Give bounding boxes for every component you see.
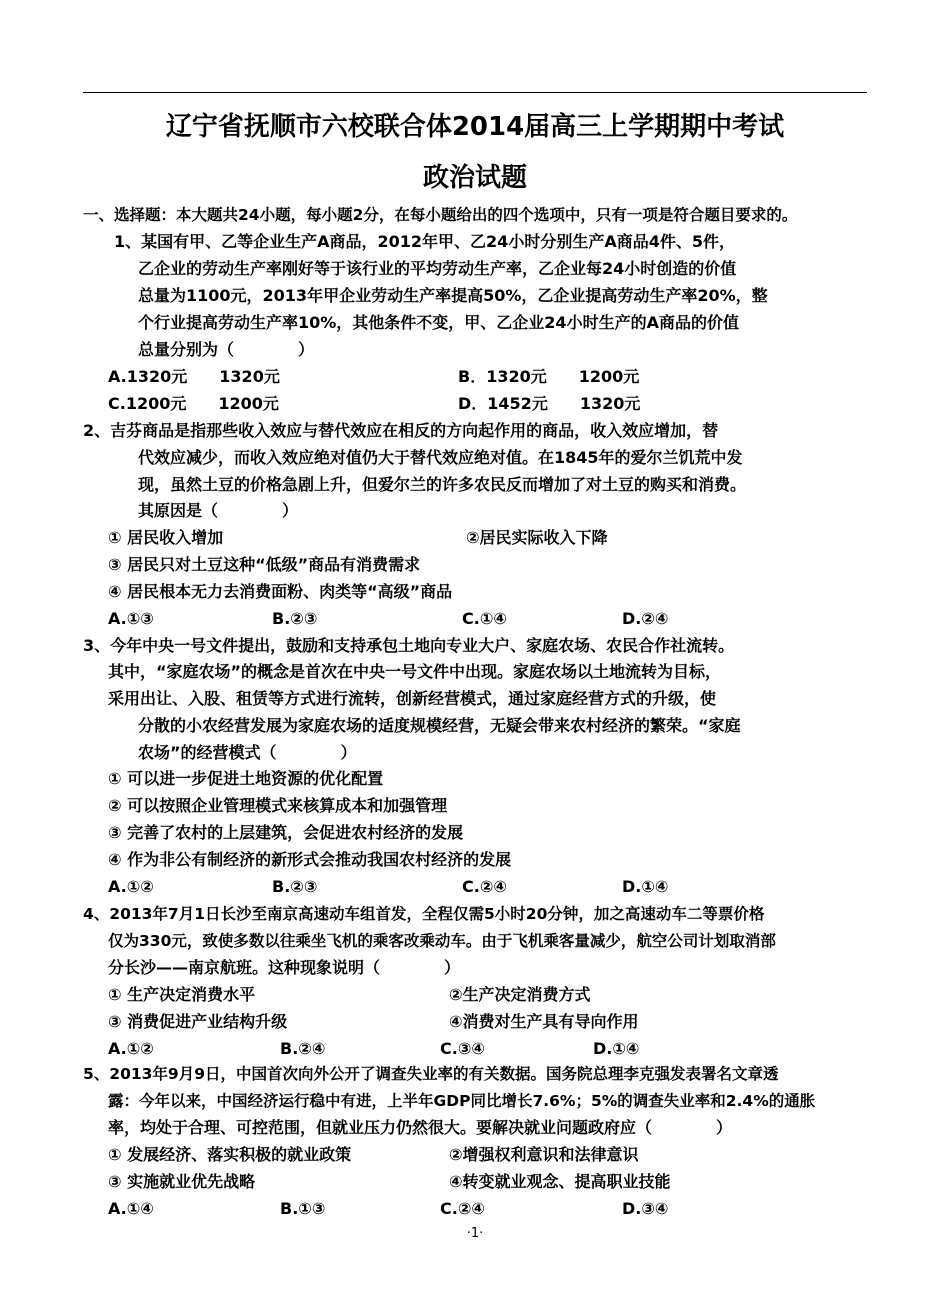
q5-option-b: B.①③ [280, 1199, 326, 1218]
q2-option-a: A.①③ [108, 609, 154, 628]
q3-line: 农场”的经营模式（ ） [138, 743, 357, 762]
q2-item: ②居民实际收入下降 [466, 528, 608, 547]
q4-item: ②生产决定消费方式 [449, 985, 591, 1004]
q3-line: 其中，“家庭农场”的概念是首次在中央一号文件中出现。家庭农场以土地流转为目标， [108, 662, 722, 681]
q3-item: ② 可以按照企业管理模式来核算成本和加强管理 [108, 796, 448, 815]
q2-line: 其原因是（ ） [138, 501, 299, 520]
q4-item: ④消费对生产具有导向作用 [449, 1012, 639, 1031]
q5-line: 露：今年以来，中国经济运行稳中有进，上半年GDP同比增长7.6%；5%的调查失业率和2.4%的通胀 [108, 1092, 816, 1110]
q3-line: 3、今年中央一号文件提出，鼓励和支持承包土地向专业大户、家庭农场、农民合作社流转。 [83, 636, 735, 655]
q3-item: ① 可以进一步促进土地资源的优化配置 [108, 769, 384, 788]
q4-line: 仅为330元，致使多数以往乘坐飞机的乘客改乘动车。由于飞机乘客量减少，航空公司计划取消部 [108, 932, 776, 950]
q3-line: 分散的小农经营发展为家庭农场的适度规模经营，无疑会带来农村经济的繁荣。“家庭 [138, 716, 741, 735]
q2-line: 现，虽然土豆的价格急剧上升，但爱尔兰的许多农民反而增加了对土豆的购买和消费。 [138, 475, 747, 494]
q4-line: 分长沙——南京航班。这种现象说明（ ） [108, 958, 461, 977]
page-number: ·1· [466, 1226, 484, 1241]
q3-option-b: B.②③ [272, 877, 318, 896]
q1-line: 1、某国有甲、乙等企业生产A商品，2012年甲、乙24小时分别生产A商品4件、5件， [114, 232, 735, 251]
section-heading: 一、选择题：本大题共24小题，每小题2分，在每小题给出的四个选项中，只有一项是符合题目要求的。 [83, 206, 798, 224]
q4-option-a: A.①② [108, 1039, 154, 1058]
q1-option-c: C.1200元 1200元 [108, 394, 279, 413]
page-title: 辽宁省抚顺市六校联合体2014届高三上学期期中考试 [165, 112, 785, 142]
q4-item: ① 生产决定消费水平 [108, 985, 256, 1004]
q2-item: ③ 居民只对土豆这种“低级”商品有消费需求 [108, 555, 421, 574]
q1-line: 总量为1100元，2013年甲企业劳动生产率提高50%，乙企业提高劳动生产率20%，整 [138, 286, 768, 305]
q4-item: ③ 消费促进产业结构升级 [108, 1012, 288, 1031]
q5-line: 率，均处于合理、可控范围，但就业压力仍然很大。要解决就业问题政府应（ ） [108, 1118, 733, 1137]
q3-option-a: A.①② [108, 877, 154, 896]
q2-option-c: C.①④ [462, 609, 507, 628]
q1-line: 乙企业的劳动生产率刚好等于该行业的平均劳动生产率，乙企业每24小时创造的价值 [138, 259, 737, 278]
q5-line: 5、2013年9月9日，中国首次向外公开了调查失业率的有关数据。国务院总理李克强发表署名文章透 [83, 1065, 779, 1083]
q2-item: ① 居民收入增加 [108, 528, 224, 547]
q3-item: ④ 作为非公有制经济的新形式会推动我国农村经济的发展 [108, 850, 512, 869]
q5-item: ① 发展经济、落实积极的就业政策 [108, 1145, 352, 1164]
header-rule [83, 92, 867, 93]
q4-option-b: B.②④ [280, 1039, 326, 1058]
q2-item: ④ 居民根本无力去消费面粉、肉类等“高级”商品 [108, 582, 453, 601]
q3-item: ③ 完善了农村的上层建筑，会促进农村经济的发展 [108, 823, 464, 842]
q5-item: ②增强权利意识和法律意识 [449, 1145, 639, 1164]
q5-option-a: A.①④ [108, 1199, 154, 1218]
q1-line: 总量分别为（ ） [138, 340, 315, 359]
q1-line: 个行业提高劳动生产率10%，其他条件不变，甲、乙企业24小时生产的A商品的价值 [138, 313, 739, 332]
q1-option-d: D．1452元 1320元 [458, 394, 641, 413]
q4-option-c: C.③④ [440, 1039, 485, 1058]
q5-option-c: C.②④ [440, 1199, 485, 1218]
q3-line: 采用出让、入股、租赁等方式进行流转，创新经营模式，通过家庭经营方式的升级，使 [108, 689, 717, 708]
q2-line: 2、吉芬商品是指那些收入效应与替代效应在相反的方向起作用的商品，收入效应增加，替 [83, 421, 719, 440]
q2-line: 代效应减少，而收入效应绝对值仍大于替代效应绝对值。在1845年的爱尔兰饥荒中发 [138, 448, 743, 467]
q5-item: ③ 实施就业优先战略 [108, 1172, 256, 1191]
q3-option-c: C.②④ [462, 877, 507, 896]
q4-line: 4、2013年7月1日长沙至南京高速动车组首发，全程仅需5小时20分钟，加之高速动车二等票价格 [83, 905, 765, 923]
q1-option-b: B．1320元 1200元 [458, 367, 640, 386]
q1-option-a: A.1320元 1320元 [108, 367, 280, 386]
q5-option-d: D.③④ [622, 1199, 669, 1218]
q5-item: ④转变就业观念、提高职业技能 [449, 1172, 671, 1191]
page-subtitle: 政治试题 [422, 163, 527, 193]
q4-option-d: D.①④ [593, 1039, 640, 1058]
q2-option-b: B.②③ [272, 609, 318, 628]
q2-option-d: D.②④ [622, 609, 669, 628]
q3-option-d: D.①④ [622, 877, 669, 896]
